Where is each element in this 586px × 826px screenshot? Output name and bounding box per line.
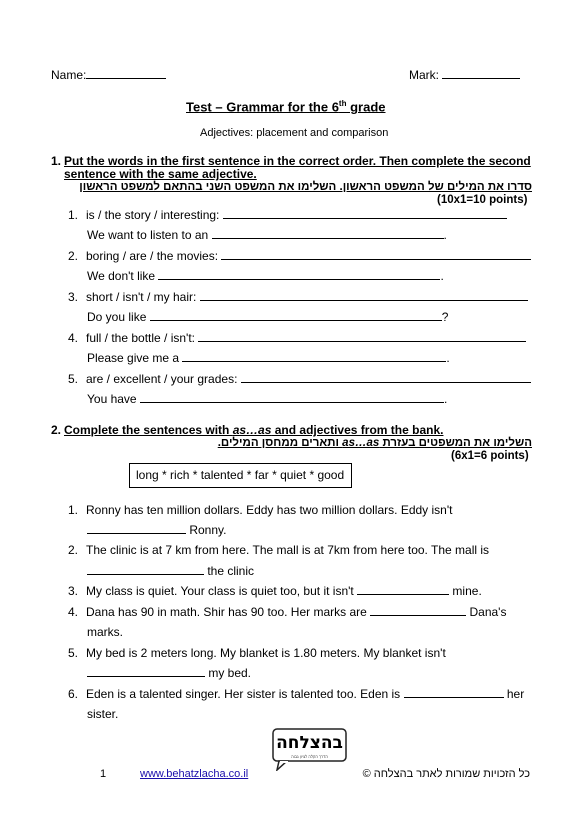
s1-item-1-words: 1. is / the story / interesting: xyxy=(68,208,507,222)
s2-item-6: 6. Eden is a talented singer. Her sister is talented too. Eden is her xyxy=(68,687,525,701)
s2-item-1-answer[interactable] xyxy=(87,523,186,534)
page-title: Test – Grammar for the 6th grade xyxy=(186,99,386,115)
section1-instruction-1: Put the words in the first sentence in the correct order. Then complete the second xyxy=(64,154,531,168)
mark-field[interactable] xyxy=(409,68,520,82)
logo-text: בהצלחה xyxy=(276,733,343,753)
s2-item-1-line2: Ronny. xyxy=(87,523,226,537)
s1-item-1-answer-2[interactable] xyxy=(212,228,444,239)
name-field[interactable] xyxy=(51,68,166,82)
section1-points: (10x1=10 points) xyxy=(437,194,528,206)
s1-item-2-words: 2. boring / are / the movies: xyxy=(68,249,531,263)
behatzlacha-logo xyxy=(271,727,348,771)
s1-item-3-answer-2[interactable] xyxy=(150,310,442,321)
s1-item-5-answer-2[interactable] xyxy=(140,392,444,403)
section2-hebrew: השלימו את המשפטים בעזרת as…as ותארים ממחסן המילים. xyxy=(217,437,532,449)
mark-blank[interactable] xyxy=(442,68,520,79)
s2-item-3: 3. My class is quiet. Your class is quiet too, but it isn't mine. xyxy=(68,584,482,598)
logo-subtext: הדרך הקלה לציון גבוה xyxy=(291,754,328,759)
footer-website-link[interactable]: www.behatzlacha.co.il xyxy=(140,768,249,780)
page-number: 1 xyxy=(100,768,107,780)
s2-item-4-line2: marks. xyxy=(87,625,123,639)
section1-instruction-2: sentence with the same adjective. xyxy=(64,167,257,181)
s2-item-5-line2: my bed. xyxy=(87,666,251,680)
s2-item-3-answer[interactable] xyxy=(357,584,449,595)
s2-item-5-answer[interactable] xyxy=(87,666,205,677)
s1-item-5-prompt: You have . xyxy=(87,392,448,406)
s1-item-5-answer-1[interactable] xyxy=(241,372,531,383)
s2-item-6-answer[interactable] xyxy=(404,687,504,698)
word-bank: long * rich * talented * far * quiet * good xyxy=(129,463,352,488)
s2-item-6-line2: sister. xyxy=(87,707,119,721)
s2-item-1: 1. Ronny has ten million dollars. Eddy has two million dollars. Eddy isn't xyxy=(68,503,453,517)
s2-item-2: 2. The clinic is at 7 km from here. The mall is at 7km from here too. The mall is xyxy=(68,543,490,557)
s1-item-4-answer-2[interactable] xyxy=(182,351,446,362)
s2-item-4-answer[interactable] xyxy=(370,605,466,616)
s1-item-5-words: 5. are / excellent / your grades: xyxy=(68,372,531,386)
page-subtitle: Adjectives: placement and comparison xyxy=(200,127,389,139)
s2-item-2-line2: the clinic xyxy=(87,564,254,578)
name-blank[interactable] xyxy=(86,68,166,79)
name-label: Name: xyxy=(51,68,87,82)
s1-item-2-prompt: We don't like . xyxy=(87,269,444,283)
s1-item-3-words: 3. short / isn't / my hair: xyxy=(68,290,528,304)
s1-item-1-answer-1[interactable] xyxy=(223,208,507,219)
section2-points: (6x1=6 points) xyxy=(451,450,529,462)
footer-copyright: כל הזכויות שמורות לאתר בהצלחה © xyxy=(362,768,530,780)
section1-hebrew: סדרו את המילים של המשפט הראשון. השלימו את המשפט השני בהתאם למשפט הראשון xyxy=(79,181,532,193)
s2-item-5: 5. My bed is 2 meters long. My blanket is 1.80 meters. My blanket isn't xyxy=(68,646,446,660)
section2-instruction: Complete the sentences with as…as and adjectives from the bank. xyxy=(64,423,444,437)
s1-item-2-answer-1[interactable] xyxy=(221,249,531,260)
section2-number: 2. xyxy=(51,423,62,437)
mark-label: Mark: xyxy=(409,68,439,82)
s1-item-4-answer-1[interactable] xyxy=(198,331,526,342)
s1-item-2-answer-2[interactable] xyxy=(158,269,440,280)
s1-item-4-words: 4. full / the bottle / isn't: xyxy=(68,331,526,345)
s1-item-3-prompt: Do you like ? xyxy=(87,310,449,324)
s2-item-2-answer[interactable] xyxy=(87,564,204,575)
s1-item-4-prompt: Please give me a . xyxy=(87,351,450,365)
s2-item-4: 4. Dana has 90 in math. Shir has 90 too. Her marks are Dana's xyxy=(68,605,507,619)
s1-item-3-answer-1[interactable] xyxy=(200,290,528,301)
section1-number: 1. xyxy=(51,154,62,168)
s1-item-1-prompt: We want to listen to an . xyxy=(87,228,447,242)
